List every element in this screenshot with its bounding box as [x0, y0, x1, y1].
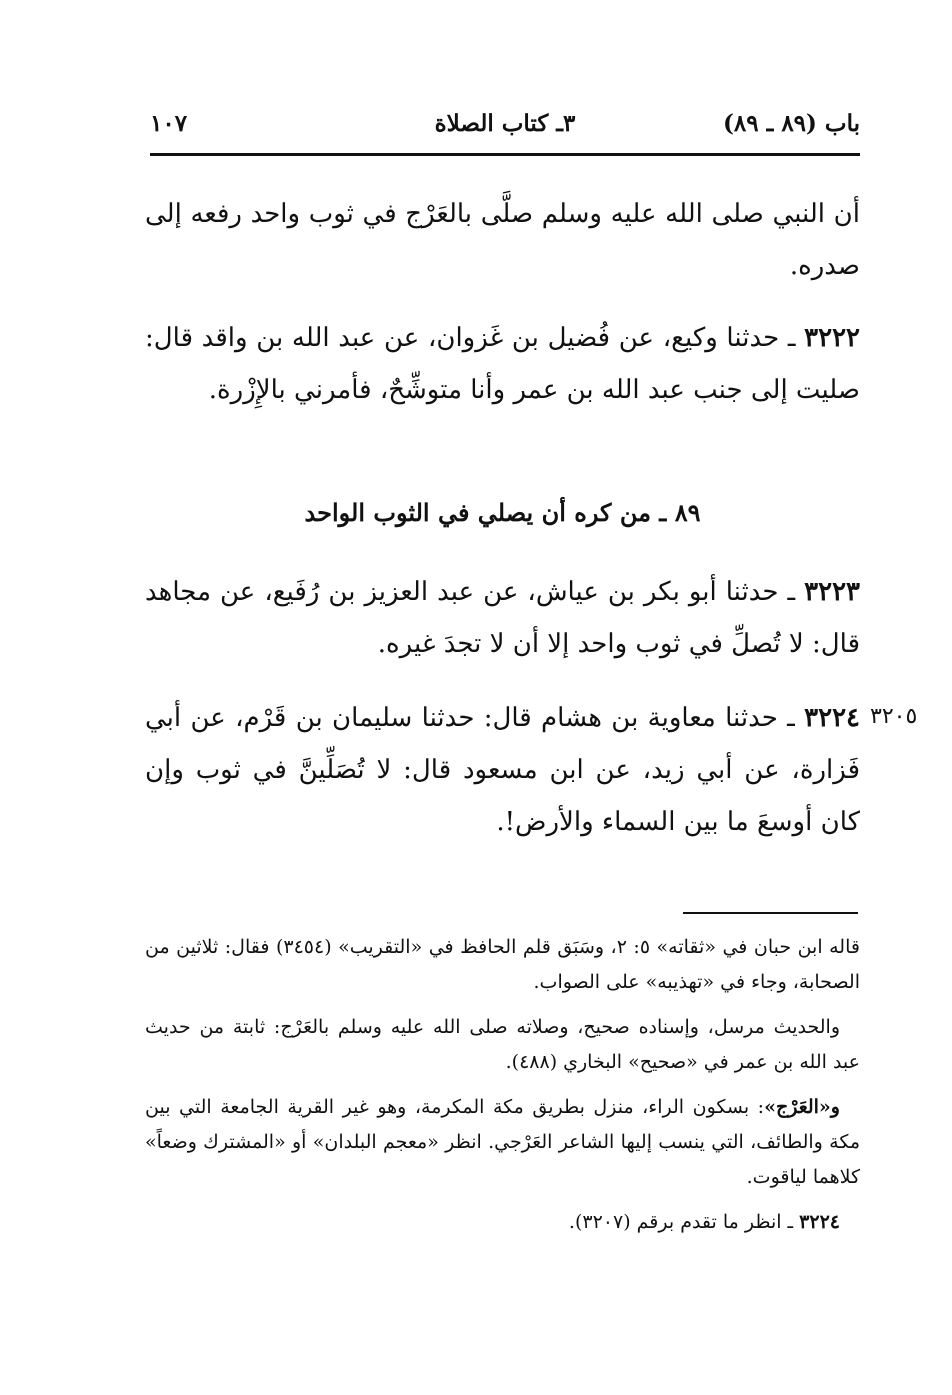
footnote [145, 1205, 860, 1240]
page-number: ١٠٧ [150, 110, 188, 137]
margin-reference-number: ٣٢٠٥ [870, 704, 918, 729]
footnotes [145, 930, 860, 1250]
chapter-reference: باب (٨٩ ـ ٨٩) [722, 110, 860, 137]
footnote-term: و«العَرْج» [764, 1096, 840, 1118]
hadith-3223 [145, 566, 860, 670]
footnote: قاله ابن حبان في «ثقاته» ٥: ٢، وسَبَق قلم الحافظ في «التقريب» (٣٤٥٤) فقال: ثلاثين من الصحابة، وجاء في «تهذيبه» على الصواب. [145, 936, 860, 993]
hadith-text: ـ حدثنا أبو بكر بن عياش، عن عبد العزيز بن رُفَيع، عن مجاهد قال: لا تُصلِّ في ثوب واحد إلا أن لا تجدَ غيره. [145, 577, 860, 659]
header-divider [150, 153, 860, 156]
paragraph-continuation: أن النبي صلى الله عليه وسلم صلَّى بالعَرْج في ثوب واحد رفعه إلى صدره. [145, 199, 860, 281]
hadith-3222 [145, 312, 860, 416]
hadith-3224 [145, 692, 860, 848]
page-header [150, 106, 860, 146]
hadith-number: ٣٢٢٢ [804, 323, 860, 353]
hadith-text: ـ حدثنا وكيع، عن فُضيل بن غَزوان، عن عبد الله بن واقد قال: صليت إلى جنب عبد الله بن عمر وأنا متوشِّحٌ، فأمرني بالإِزْرة. [145, 323, 860, 405]
footnote-text: ـ انظر ما تقدم برقم (٣٢٠٧). [568, 1211, 800, 1233]
footnote-number: ٣٢٢٤ [799, 1211, 840, 1233]
footnote [145, 1090, 860, 1195]
hadith-number: ٣٢٢٣ [804, 577, 860, 607]
footnote-text: : بسكون الراء، منزل بطريق مكة المكرمة، وهو غير القرية الجامعة التي بين مكة والطائف، التي ينسب إليها الشاعر العَرْجي. انظر «معجم البلدان» أو «المشترك وضعاً» كلاهما لياقوت. [145, 1096, 860, 1188]
hadith-number: ٣٢٢٤ [804, 703, 860, 733]
footnote: والحديث مرسل، وإسناده صحيح، وصلاته صلى الله عليه وسلم بالعَرْج: ثابتة من حديث عبد الله بن عمر في «صحيح» البخاري (٤٨٨). [145, 1016, 860, 1073]
footnote-divider [683, 912, 858, 914]
book-title: ٣ـ كتاب الصلاة [434, 110, 576, 137]
hadith-text: ـ حدثنا معاوية بن هشام قال: حدثنا سليمان بن قَرْم، عن أبي فَزارة، عن أبي زيد، عن ابن مسعود قال: لا تُصَلِّينَّ في ثوب وإن كان أوسعَ ما بين السماء والأرض!. [145, 703, 860, 837]
section-heading: ٨٩ ـ من كره أن يصلي في الثوب الواحد [304, 498, 701, 527]
